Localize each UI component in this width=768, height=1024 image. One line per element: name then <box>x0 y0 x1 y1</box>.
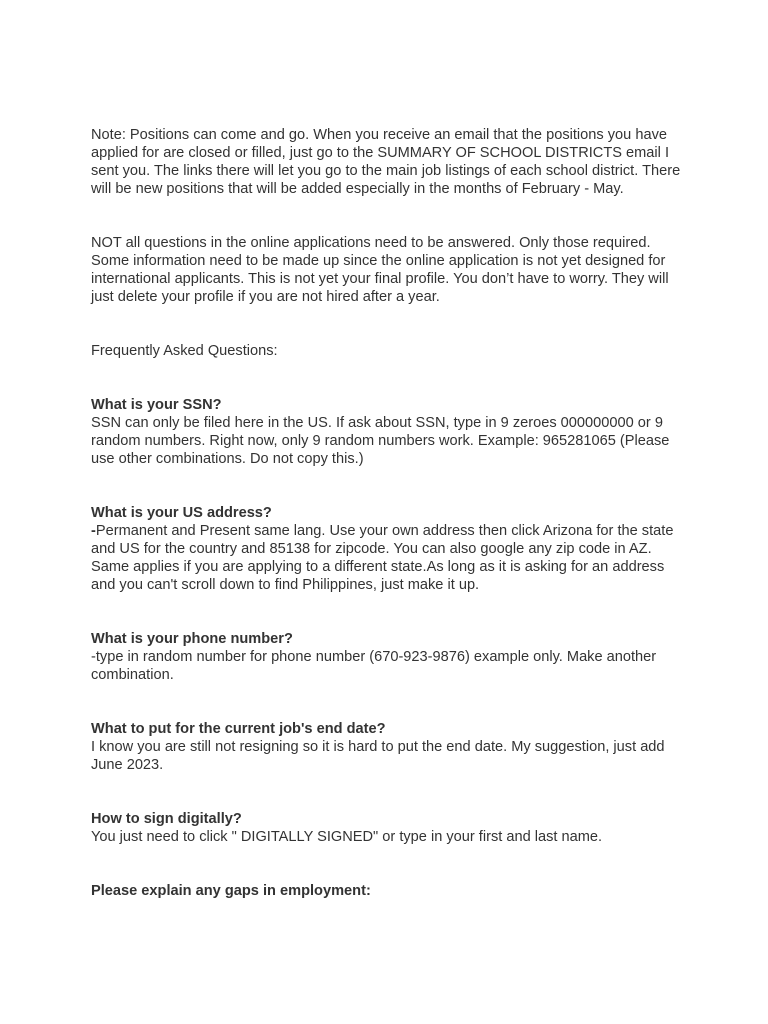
faq-item-us-address <box>91 504 681 594</box>
faq-item-phone <box>91 630 681 684</box>
answer-dash: - <box>91 523 96 539</box>
note-paragraph: Note: Positions can come and go. When you receive an email that the positions you have applied for are closed or filled, just go to the SUMMARY OF SCHOOL DISTRICTS email I sent you. The links there will let you go to the main job listings of each school district. There will be new positions that will be added especially in the months of February - May. <box>91 127 681 197</box>
faq-question: What is your phone number? <box>91 631 293 647</box>
faq-answer: SSN can only be filed here in the US. If ask about SSN, type in 9 zeroes 000000000 or 9 random numbers. Right now, only 9 random numbers work. Example: 965281065 (Please use other combinations. Do not copy this.) <box>91 415 670 467</box>
not-all-questions-paragraph: NOT all questions in the online applications need to be answered. Only those required. Some information need to be made up since the online application is not yet designed for international applicants. This is not yet your final profile. You don’t have to worry. They will just delete your profile if you are not hired after a year. <box>91 235 669 305</box>
faq-answer: -type in random number for phone number (670-923-9876) example only. Make another combination. <box>91 649 657 683</box>
faq-question: What is your US address? <box>91 505 272 521</box>
faq-answer-text: Permanent and Present same lang. Use your own address then click Arizona for the state and US for the country and 85138 for zipcode. You can also google any zip code in AZ. Same applies if you are applying to a different state.As long as it is asking for an address and you can't scroll down to find Philippines, just make it up. <box>91 523 674 593</box>
faq-item-ssn <box>91 396 681 468</box>
faq-answer: I know you are still not resigning so it is hard to put the end date. My suggestion, just add June 2023. <box>91 739 665 773</box>
faq-question: How to sign digitally? <box>91 811 242 827</box>
faq-item-sign-digitally <box>91 810 681 846</box>
faq-item-gaps <box>91 882 681 900</box>
faq-item-end-date <box>91 720 681 774</box>
faq-question: What to put for the current job's end date? <box>91 721 386 737</box>
faq-answer <box>91 522 681 594</box>
faq-question: What is your SSN? <box>91 397 222 413</box>
faq-answer: You just need to click " DIGITALLY SIGNED" or type in your first and last name. <box>91 829 603 845</box>
faq-heading: Frequently Asked Questions: <box>91 343 278 359</box>
document-body <box>91 126 681 936</box>
faq-question: Please explain any gaps in employment: <box>91 883 371 899</box>
